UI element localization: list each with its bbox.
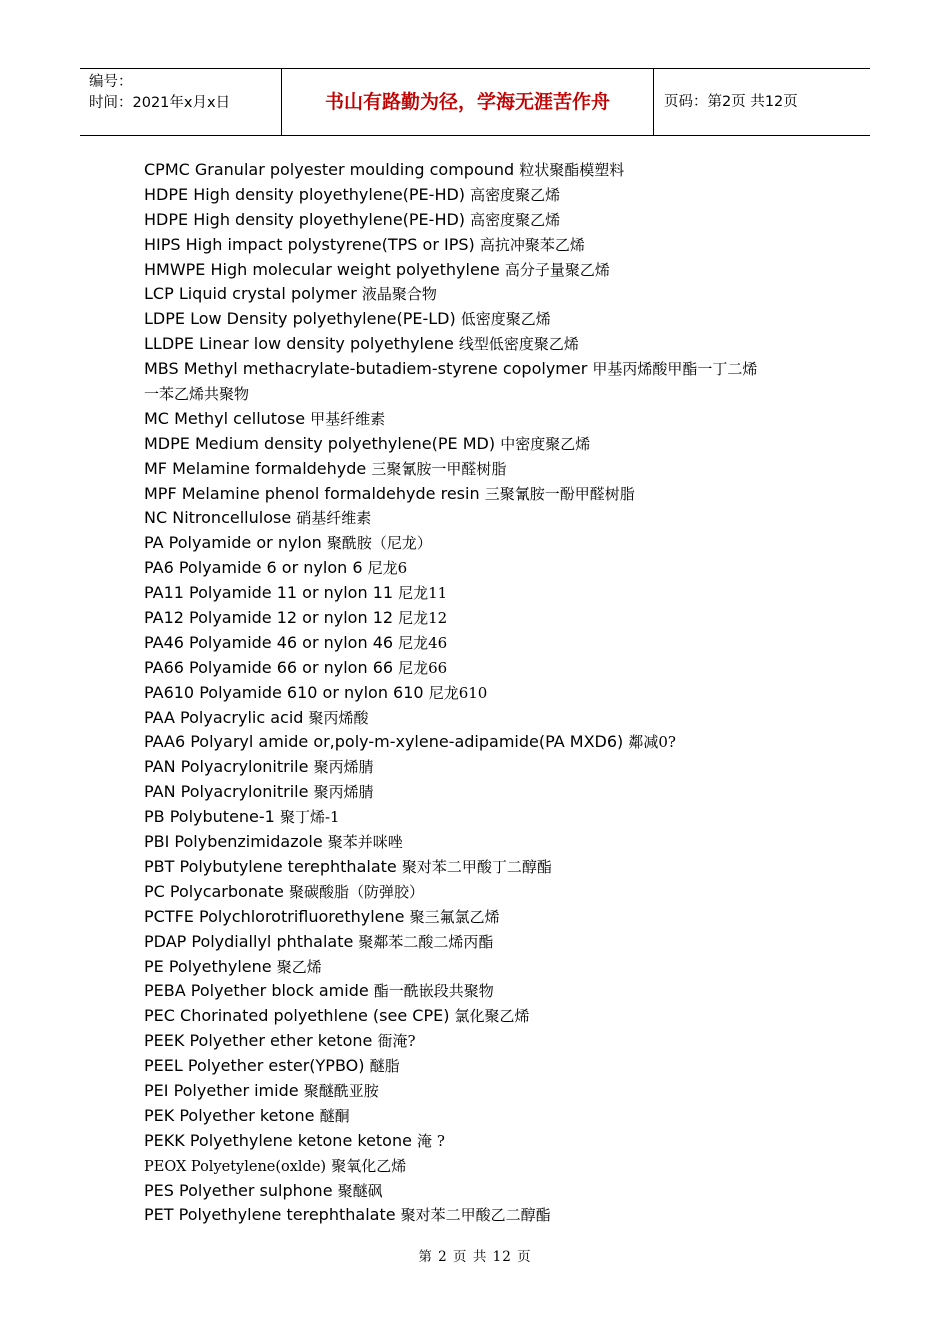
term-chinese: 聚丙烯腈: [313, 783, 374, 802]
term-chinese: 高密度聚乙烯: [470, 185, 561, 204]
list-item: [144, 531, 844, 556]
list-item: [144, 482, 844, 507]
term-english: HIPS High impact polystyrene(TPS or IPS): [144, 234, 475, 254]
term-chinese: 醚酮: [319, 1106, 350, 1125]
list-item: [144, 805, 844, 830]
term-english: PEEK Polyether ether ketone: [144, 1031, 373, 1051]
list-item: [144, 1104, 844, 1129]
term-english: PET Polyethylene terephthalate: [144, 1205, 396, 1225]
list-item: [144, 556, 844, 581]
term-chinese: 一苯乙烯共聚物: [144, 385, 250, 404]
term-chinese: 甲基丙烯酸甲酯一丁二烯: [592, 360, 758, 379]
term-chinese: 三聚氰胺一甲醛树脂: [371, 459, 507, 478]
list-item: [144, 208, 844, 233]
term-english: PEC Chorinated polyethlene (see CPE): [144, 1006, 450, 1026]
term-chinese: 硝基纤维素: [296, 509, 372, 528]
term-english: CPMC Granular polyester moulding compound: [144, 160, 515, 179]
header-motto: 书山有路勤为径，学海无涯苦作舟: [281, 69, 654, 135]
term-chinese: 淹 ?: [417, 1131, 445, 1150]
list-item: [144, 282, 844, 307]
page-header: [80, 68, 870, 136]
term-english: PA66 Polyamide 66 or nylon 66: [144, 657, 394, 677]
term-chinese: 聚乙烯: [276, 957, 322, 976]
list-item: [144, 1203, 844, 1228]
list-item: [144, 432, 844, 457]
term-english: HMWPE High molecular weight polyethylene: [144, 259, 500, 279]
list-item: [144, 258, 844, 283]
term-chinese: 中密度聚乙烯: [500, 434, 591, 453]
term-chinese: 线型低密度聚乙烯: [458, 335, 579, 354]
list-item: [144, 905, 844, 930]
term-english: PCTFE Polychlorotrifluorethylene: [144, 906, 405, 926]
term-english: PEBA Polyether block amide: [144, 981, 369, 1001]
term-english: PE Polyethylene: [144, 956, 272, 976]
term-chinese: 尼龙610: [428, 683, 488, 702]
term-chinese: 低密度聚乙烯: [460, 310, 551, 329]
term-english: PEI Polyether imide: [144, 1080, 299, 1100]
list-item: [144, 780, 844, 805]
list-item: [144, 307, 844, 332]
time-label: 时间：2021年x月x日: [89, 95, 231, 111]
list-item: [144, 706, 844, 731]
term-english: PA11 Polyamide 11 or nylon 11: [144, 583, 394, 603]
list-item: [144, 457, 844, 482]
term-chinese: 尼龙11: [398, 584, 448, 603]
term-chinese: 聚鄰苯二酸二烯丙酯: [358, 932, 494, 951]
term-chinese: 鄰减0?: [628, 733, 676, 752]
list-item: [144, 1129, 844, 1154]
list-item: [144, 730, 844, 755]
list-item: [144, 880, 844, 905]
term-chinese: 聚醚酰亚胺: [303, 1081, 379, 1100]
term-chinese: 聚对苯二甲酸丁二醇酯: [401, 857, 552, 876]
list-item: [144, 1004, 844, 1029]
term-chinese: 聚丁烯-1: [279, 808, 340, 827]
term-chinese: 氯化聚乙烯: [454, 1007, 530, 1026]
list-item: [144, 830, 844, 855]
term-english: PB Polybutene-1: [144, 807, 275, 827]
abbreviation-list: [144, 158, 844, 1228]
list-item: [144, 581, 844, 606]
list-item: [144, 656, 844, 681]
term-chinese: 尼龙46: [398, 633, 448, 652]
list-item: [144, 979, 844, 1004]
term-english: MPF Melamine phenol formaldehyde resin: [144, 483, 480, 503]
term-chinese: 三聚氰胺一酚甲醛树脂: [484, 484, 635, 503]
list-item: [144, 1079, 844, 1104]
term-chinese: 尼龙12: [398, 609, 448, 628]
term-english: HDPE High density ployethylene(PE-HD): [144, 184, 466, 204]
term-chinese: 酯一酰嵌段共聚物: [373, 982, 494, 1001]
term-english: LCP Liquid crystal polymer: [144, 284, 357, 304]
term-english: PBI Polybenzimidazole: [144, 832, 323, 852]
list-item: [144, 332, 844, 357]
term-english: PEOX Polyetylene(oxlde): [144, 1158, 327, 1175]
term-english: LLDPE Linear low density polyethylene: [144, 334, 454, 354]
term-chinese: 醚脂: [369, 1057, 400, 1076]
list-item: [144, 955, 844, 980]
term-chinese: 聚苯并咪唑: [327, 833, 403, 852]
term-english: PBT Polybutylene terephthalate: [144, 856, 397, 876]
term-chinese: 聚对苯二甲酸乙二醇酯: [400, 1206, 551, 1225]
term-english: PES Polyether sulphone: [144, 1180, 333, 1200]
term-chinese: 粒状聚酯模塑料: [519, 161, 625, 179]
term-chinese: 聚醚砜: [337, 1181, 383, 1200]
term-english: PEKK Polyethylene ketone ketone: [144, 1130, 412, 1150]
serial-label: 编号：: [89, 74, 133, 90]
term-english: MBS Methyl methacrylate-butadiem-styrene copolymer: [144, 359, 588, 379]
term-english: MC Methyl cellutose: [144, 408, 306, 428]
term-chinese: 高抗冲聚苯乙烯: [479, 235, 585, 254]
term-english: NC Nitroncellulose: [144, 508, 292, 528]
page-footer: 第 2 页 共 12 页: [418, 1249, 532, 1265]
list-item: [144, 631, 844, 656]
term-english: PAN Polyacrylonitrile: [144, 757, 309, 777]
list-item: [144, 1154, 844, 1179]
list-item: [144, 755, 844, 780]
term-english: LDPE Low Density polyethylene(PE-LD): [144, 309, 456, 329]
term-english: PEEL Polyether ester(YPBO): [144, 1056, 365, 1076]
term-chinese: 聚三氟氯乙烯: [409, 907, 500, 926]
header-page-number: 页码：第2页 共12页: [664, 94, 798, 110]
list-item: [144, 681, 844, 706]
term-chinese: 高分子量聚乙烯: [504, 260, 610, 279]
term-english: PAN Polyacrylonitrile: [144, 782, 309, 802]
term-english: PAA6 Polyaryl amide or,poly-m-xylene-adipamide(PA MXD6): [144, 732, 624, 752]
term-chinese: 液晶聚合物: [361, 285, 437, 304]
list-item: [144, 382, 844, 407]
term-english: MF Melamine formaldehyde: [144, 458, 367, 478]
term-chinese: 聚丙烯酸: [308, 708, 369, 727]
term-chinese: 聚碳酸脂（防弹胶）: [288, 882, 424, 901]
term-english: PC Polycarbonate: [144, 881, 284, 901]
term-chinese: 高密度聚乙烯: [470, 210, 561, 229]
term-english: PDAP Polydiallyl phthalate: [144, 931, 354, 951]
list-item: [144, 855, 844, 880]
term-chinese: 聚丙烯腈: [313, 758, 374, 777]
term-chinese: 聚氧化乙烯: [331, 1156, 407, 1175]
term-english: PA610 Polyamide 610 or nylon 610: [144, 682, 424, 702]
term-english: PA6 Polyamide 6 or nylon 6: [144, 558, 363, 578]
term-english: HDPE High density ployethylene(PE-HD): [144, 209, 466, 229]
term-english: MDPE Medium density polyethylene(PE MD): [144, 433, 496, 453]
list-item: [144, 1179, 844, 1204]
list-item: [144, 407, 844, 432]
list-item: [144, 233, 844, 258]
term-english: PA Polyamide or nylon: [144, 533, 322, 553]
term-chinese: 尼龙6: [367, 559, 408, 578]
term-chinese: 衙淹?: [377, 1032, 416, 1051]
list-item: [144, 506, 844, 531]
list-item: [144, 158, 844, 183]
list-item: [144, 183, 844, 208]
list-item: [144, 930, 844, 955]
term-english: PA46 Polyamide 46 or nylon 46: [144, 632, 394, 652]
list-item: [144, 357, 844, 382]
term-english: PA12 Polyamide 12 or nylon 12: [144, 608, 394, 628]
term-english: PAA Polyacrylic acid: [144, 707, 304, 727]
list-item: [144, 1029, 844, 1054]
list-item: [144, 1054, 844, 1079]
header-meta: [80, 69, 281, 135]
term-chinese: 尼龙66: [398, 658, 448, 677]
list-item: [144, 606, 844, 631]
term-chinese: 甲基纤维素: [310, 409, 386, 428]
term-english: PEK Polyether ketone: [144, 1105, 315, 1125]
term-chinese: 聚酰胺（尼龙）: [326, 534, 432, 553]
